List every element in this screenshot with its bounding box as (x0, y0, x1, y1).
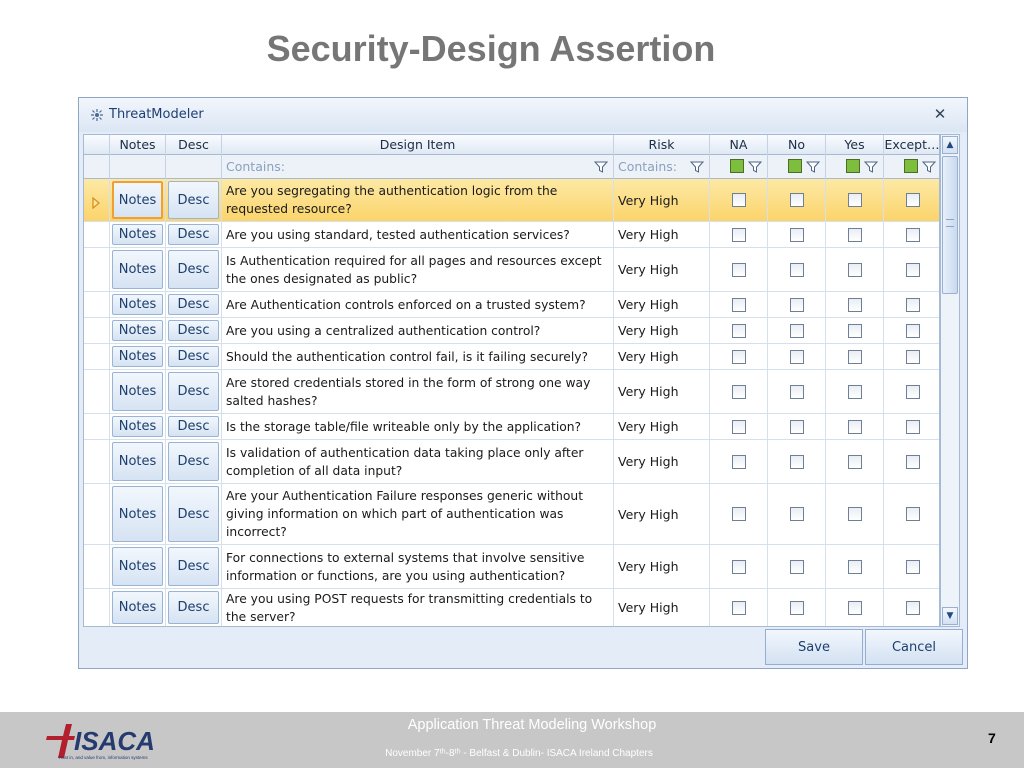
cell-no (768, 414, 826, 439)
filter-funnel-icon[interactable] (922, 159, 936, 173)
design-item-text: For connections to external systems that involve sensitive information or functions, are you using authentication? (226, 550, 585, 583)
column-header-risk[interactable]: Risk (614, 135, 710, 155)
desc-button[interactable]: Desc (168, 294, 219, 315)
checkbox-yes[interactable] (848, 298, 862, 312)
filter-row (84, 155, 940, 179)
cell-item (222, 414, 614, 439)
checkbox-no[interactable] (790, 507, 804, 521)
cell-no (768, 344, 826, 369)
notes-button[interactable]: Notes (112, 442, 163, 481)
cell-na (710, 344, 768, 369)
checkbox-na[interactable] (732, 228, 746, 242)
desc-button[interactable]: Desc (168, 320, 219, 341)
notes-button[interactable]: Notes (112, 372, 163, 411)
risk-value: Very High (618, 454, 679, 469)
column-header-except[interactable]: Except… (884, 135, 940, 155)
cell-risk (614, 440, 710, 483)
column-header-item[interactable]: Design Item (222, 135, 614, 155)
cell-no (768, 484, 826, 544)
cell-risk (614, 179, 710, 221)
filter-cell-no (768, 155, 826, 179)
checkbox-na[interactable] (732, 324, 746, 338)
filter-cell-risk (614, 155, 710, 179)
risk-value: Very High (618, 262, 679, 277)
cell-indicator (84, 545, 110, 588)
design-item-text: Is Authentication required for all pages and resources except the ones designated as public? (226, 253, 602, 286)
cell-desc (166, 440, 222, 483)
cell-notes (110, 545, 166, 588)
cell-yes (826, 344, 884, 369)
cell-indicator (84, 179, 110, 221)
checkbox-except[interactable] (906, 350, 920, 364)
cell-risk (614, 414, 710, 439)
cell-indicator (84, 292, 110, 317)
table-row[interactable] (84, 222, 940, 248)
close-icon[interactable]: ✕ (933, 105, 947, 123)
cell-except (884, 344, 940, 369)
desc-button[interactable]: Desc (168, 181, 219, 219)
checkbox-no[interactable] (790, 601, 804, 615)
design-item-text: Are you using POST requests for transmitting credentials to the server? (226, 591, 593, 624)
cell-notes (110, 484, 166, 544)
desc-button[interactable]: Desc (168, 224, 219, 245)
notes-button[interactable]: Notes (112, 547, 163, 586)
cell-item (222, 440, 614, 483)
filter-cell-indicator (84, 155, 110, 179)
risk-value: Very High (618, 349, 679, 364)
checkbox-no[interactable] (790, 560, 804, 574)
cell-na (710, 545, 768, 588)
cell-except (884, 589, 940, 626)
cell-desc (166, 248, 222, 291)
cell-no (768, 545, 826, 588)
table-row[interactable] (84, 179, 940, 222)
filter-funnel-icon[interactable] (864, 159, 878, 173)
filter-funnel-icon[interactable] (594, 159, 608, 173)
column-header-no[interactable]: No (768, 135, 826, 155)
cell-desc (166, 545, 222, 588)
cell-desc (166, 344, 222, 369)
column-header-notes[interactable]: Notes (110, 135, 166, 155)
cell-no (768, 222, 826, 247)
cell-no (768, 440, 826, 483)
grip-icon (946, 219, 954, 227)
vertical-scrollbar[interactable] (940, 134, 960, 627)
cell-no (768, 248, 826, 291)
cell-yes (826, 414, 884, 439)
cell-no (768, 318, 826, 343)
checkbox-except[interactable] (906, 228, 920, 242)
design-item-text: Is validation of authentication data taking place only after completion of all data input? (226, 445, 584, 478)
cell-no (768, 179, 826, 221)
cell-notes (110, 248, 166, 291)
design-item-text: Are you segregating the authentication logic from the requested resource? (226, 184, 558, 216)
cell-except (884, 222, 940, 247)
checkbox-no[interactable] (790, 193, 804, 207)
footer-title: Application Threat Modeling Workshop (407, 717, 657, 733)
checkbox-na[interactable] (732, 507, 746, 521)
risk-value: Very High (618, 559, 679, 574)
cell-indicator (84, 318, 110, 343)
desc-button[interactable]: Desc (168, 442, 219, 481)
cell-except (884, 414, 940, 439)
svg-text:Trust in, and value from, info: Trust in, and value from, information systems (58, 755, 148, 760)
cell-item (222, 292, 614, 317)
desc-button[interactable]: Desc (168, 372, 219, 411)
risk-value: Very High (618, 192, 679, 208)
cell-notes (110, 589, 166, 626)
checkbox-except[interactable] (906, 601, 920, 615)
desc-button[interactable]: Desc (168, 250, 219, 289)
table-row[interactable] (84, 589, 940, 627)
save-button[interactable]: Save (765, 629, 863, 665)
scroll-down-icon[interactable]: ▼ (942, 607, 958, 625)
cell-except (884, 370, 940, 413)
checkbox-yes[interactable] (848, 324, 862, 338)
filter-checkbox-except[interactable] (904, 159, 918, 173)
desc-button[interactable]: Desc (168, 591, 219, 624)
checkbox-no[interactable] (790, 350, 804, 364)
filter-contains-risk[interactable]: Contains: (618, 159, 677, 174)
threatmodeler-window (78, 97, 968, 669)
cell-desc (166, 370, 222, 413)
notes-button[interactable]: Notes (112, 294, 163, 315)
cell-na (710, 222, 768, 247)
cell-notes (110, 179, 166, 221)
cell-na (710, 248, 768, 291)
notes-button[interactable]: Notes (112, 224, 163, 245)
cell-yes (826, 484, 884, 544)
cell-yes (826, 318, 884, 343)
checkbox-no[interactable] (790, 420, 804, 434)
cell-notes (110, 344, 166, 369)
cell-risk (614, 344, 710, 369)
cell-item (222, 344, 614, 369)
cell-except (884, 484, 940, 544)
checkbox-yes[interactable] (848, 455, 862, 469)
checkbox-na[interactable] (732, 560, 746, 574)
cell-item (222, 484, 614, 544)
checkbox-na[interactable] (732, 298, 746, 312)
cell-item (222, 370, 614, 413)
cell-na (710, 484, 768, 544)
checkbox-no[interactable] (790, 324, 804, 338)
checkbox-no[interactable] (790, 385, 804, 399)
checkbox-na[interactable] (732, 350, 746, 364)
risk-value: Very High (618, 297, 679, 312)
filter-cell-yes (826, 155, 884, 179)
table-row[interactable] (84, 248, 940, 292)
table-row[interactable] (84, 292, 940, 318)
checkbox-na[interactable] (732, 455, 746, 469)
cell-yes (826, 589, 884, 626)
svg-text:ISACA: ISACA (74, 726, 155, 756)
column-header-na[interactable]: NA (710, 135, 768, 155)
checkbox-na[interactable] (732, 385, 746, 399)
filter-funnel-icon[interactable] (690, 159, 704, 173)
checkbox-na[interactable] (732, 420, 746, 434)
design-item-text: Are you using a centralized authentication control? (226, 323, 541, 338)
checkbox-yes[interactable] (848, 350, 862, 364)
risk-value: Very High (618, 506, 679, 522)
table-row[interactable] (84, 440, 940, 484)
footer-subtitle: November 7ᵗʰ-8ᵗʰ - Belfast & Dublin- ISACA Ireland Chapters (385, 748, 653, 759)
design-item-text: Are stored credentials stored in the form of strong one way salted hashes? (226, 375, 591, 408)
checkbox-yes[interactable] (848, 601, 862, 615)
cell-item (222, 222, 614, 247)
checkbox-yes[interactable] (848, 193, 862, 207)
column-header-row (84, 135, 940, 155)
cell-indicator (84, 248, 110, 291)
cell-na (710, 440, 768, 483)
filter-cell-desc (166, 155, 222, 179)
cell-item (222, 589, 614, 626)
cell-notes (110, 414, 166, 439)
checkbox-no[interactable] (790, 298, 804, 312)
table-row[interactable] (84, 484, 940, 545)
cell-risk (614, 484, 710, 544)
desc-button[interactable]: Desc (168, 346, 219, 367)
checkbox-yes[interactable] (848, 420, 862, 434)
filter-cell-except (884, 155, 940, 179)
risk-value: Very High (618, 419, 679, 434)
cell-indicator (84, 344, 110, 369)
cell-risk (614, 248, 710, 291)
checkbox-except[interactable] (906, 263, 920, 277)
cell-notes (110, 292, 166, 317)
cell-indicator (84, 484, 110, 544)
design-items-grid (83, 134, 940, 627)
cell-item (222, 179, 614, 221)
checkbox-no[interactable] (790, 228, 804, 242)
cell-desc (166, 318, 222, 343)
cell-risk (614, 318, 710, 343)
risk-value: Very High (618, 600, 679, 615)
cell-desc (166, 414, 222, 439)
desc-button[interactable]: Desc (168, 486, 219, 542)
cell-risk (614, 222, 710, 247)
window-titlebar (79, 98, 967, 132)
cell-na (710, 292, 768, 317)
cell-risk (614, 370, 710, 413)
cell-no (768, 292, 826, 317)
cell-indicator (84, 440, 110, 483)
cell-yes (826, 179, 884, 221)
cell-yes (826, 545, 884, 588)
threatmodeler-icon (89, 108, 105, 122)
checkbox-na[interactable] (732, 193, 746, 207)
notes-button[interactable]: Notes (112, 181, 163, 219)
scrollbar-thumb[interactable] (942, 156, 958, 294)
cell-except (884, 179, 940, 221)
checkbox-except[interactable] (906, 560, 920, 574)
risk-value: Very High (618, 384, 679, 399)
slide-title: Security-Design Assertion (266, 28, 716, 69)
filter-funnel-icon[interactable] (806, 159, 820, 173)
cell-desc (166, 222, 222, 247)
cell-indicator (84, 222, 110, 247)
filter-funnel-icon[interactable] (748, 159, 762, 173)
table-row[interactable] (84, 370, 940, 414)
cell-yes (826, 222, 884, 247)
cell-item (222, 545, 614, 588)
checkbox-except[interactable] (906, 193, 920, 207)
checkbox-na[interactable] (732, 263, 746, 277)
notes-button[interactable]: Notes (112, 416, 163, 437)
cell-yes (826, 292, 884, 317)
checkbox-except[interactable] (906, 385, 920, 399)
checkbox-except[interactable] (906, 420, 920, 434)
cell-item (222, 248, 614, 291)
cell-notes (110, 222, 166, 247)
checkbox-no[interactable] (790, 263, 804, 277)
checkbox-yes[interactable] (848, 560, 862, 574)
table-row[interactable] (84, 318, 940, 344)
design-item-text: Are you using standard, tested authentication services? (226, 227, 570, 242)
table-row[interactable] (84, 545, 940, 589)
cell-na (710, 179, 768, 221)
cell-na (710, 318, 768, 343)
checkbox-na[interactable] (732, 601, 746, 615)
cell-except (884, 292, 940, 317)
cell-na (710, 414, 768, 439)
row-indicator-icon (91, 194, 101, 213)
design-item-text: Should the authentication control fail, is it failing securely? (226, 349, 589, 364)
cell-except (884, 440, 940, 483)
checkbox-except[interactable] (906, 455, 920, 469)
cell-yes (826, 248, 884, 291)
cell-except (884, 248, 940, 291)
desc-button[interactable]: Desc (168, 416, 219, 437)
window-title: ThreatModeler (109, 107, 204, 122)
checkbox-except[interactable] (906, 507, 920, 521)
cell-notes (110, 440, 166, 483)
cell-risk (614, 292, 710, 317)
table-row[interactable] (84, 414, 940, 440)
filter-cell-na (710, 155, 768, 179)
cell-no (768, 589, 826, 626)
filter-checkbox-na[interactable] (730, 159, 744, 173)
cell-yes (826, 440, 884, 483)
cell-na (710, 370, 768, 413)
cell-no (768, 370, 826, 413)
cell-yes (826, 370, 884, 413)
checkbox-yes[interactable] (848, 228, 862, 242)
risk-value: Very High (618, 323, 679, 338)
cell-desc (166, 292, 222, 317)
cell-notes (110, 370, 166, 413)
column-header-indicator (84, 135, 110, 155)
risk-value: Very High (618, 227, 679, 242)
notes-button[interactable]: Notes (112, 320, 163, 341)
filter-contains-item[interactable]: Contains: (226, 159, 285, 174)
cell-risk (614, 589, 710, 626)
cell-na (710, 589, 768, 626)
table-row[interactable] (84, 344, 940, 370)
cell-indicator (84, 589, 110, 626)
cell-item (222, 318, 614, 343)
cell-notes (110, 318, 166, 343)
column-header-yes[interactable]: Yes (826, 135, 884, 155)
design-item-text: Are your Authentication Failure responses generic without giving information on which part of authentication was incorrect? (226, 489, 584, 539)
scroll-up-icon[interactable]: ▲ (942, 136, 958, 154)
checkbox-yes[interactable] (848, 507, 862, 521)
page-number: 7 (988, 730, 996, 746)
checkbox-yes[interactable] (848, 385, 862, 399)
cell-risk (614, 545, 710, 588)
notes-button[interactable]: Notes (112, 250, 163, 289)
cell-indicator (84, 414, 110, 439)
notes-button[interactable]: Notes (112, 346, 163, 367)
checkbox-except[interactable] (906, 298, 920, 312)
filter-checkbox-no[interactable] (788, 159, 802, 173)
notes-button[interactable]: Notes (112, 591, 163, 624)
cell-except (884, 545, 940, 588)
checkbox-yes[interactable] (848, 263, 862, 277)
desc-button[interactable]: Desc (168, 547, 219, 586)
column-header-desc[interactable]: Desc (166, 135, 222, 155)
cell-desc (166, 179, 222, 221)
cell-except (884, 318, 940, 343)
filter-cell-item (222, 155, 614, 179)
cell-desc (166, 589, 222, 626)
filter-checkbox-yes[interactable] (846, 159, 860, 173)
cell-indicator (84, 370, 110, 413)
notes-button[interactable]: Notes (112, 486, 163, 542)
design-item-text: Are Authentication controls enforced on a trusted system? (226, 297, 586, 312)
cell-desc (166, 484, 222, 544)
checkbox-no[interactable] (790, 455, 804, 469)
design-item-text: Is the storage table/file writeable only by the application? (226, 419, 582, 434)
filter-cell-notes (110, 155, 166, 179)
checkbox-except[interactable] (906, 324, 920, 338)
cancel-button[interactable]: Cancel (865, 629, 963, 665)
